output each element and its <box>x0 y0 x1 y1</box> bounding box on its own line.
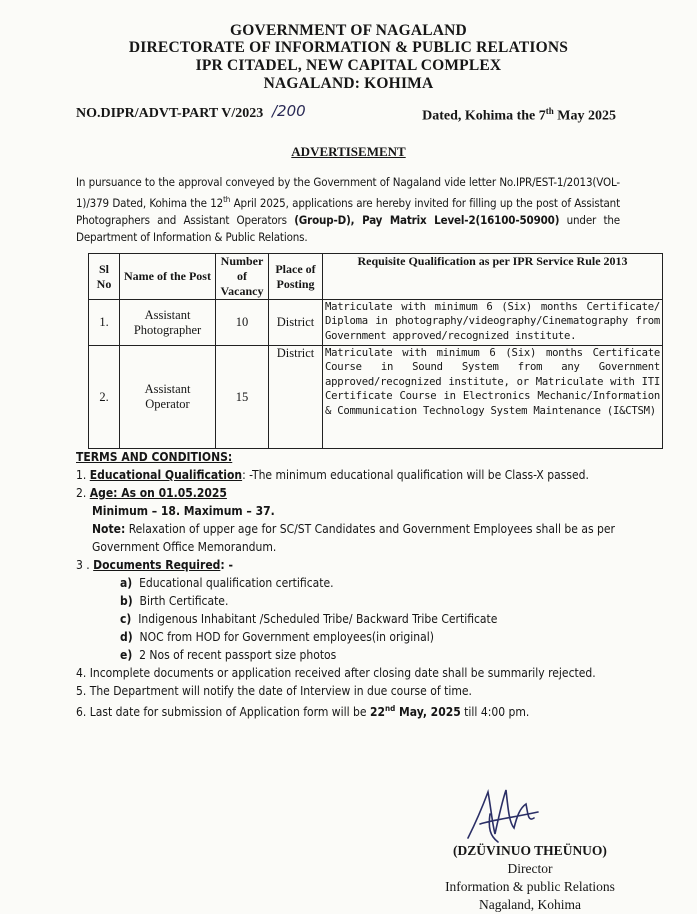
reference-number: NO.DIPR/ADVT-PART V/2023 <box>76 106 264 121</box>
col-header-sl: Sl No <box>89 254 120 300</box>
term-interview: 5. The Department will notify the date of Interview in due course of time. <box>76 684 472 698</box>
doc-item: a) Educational qualification certificate. <box>120 576 334 590</box>
table-row <box>89 346 663 449</box>
doc-item: e) 2 Nos of recent passport size photos <box>120 648 337 662</box>
col-header-place: Place of Posting <box>269 254 323 300</box>
handwritten-number: /200 <box>272 102 306 120</box>
doc-item: c) Indigenous Inhabitant /Scheduled Tribe/ Backward Tribe Certificate <box>120 612 498 626</box>
term-age-note: Note: Relaxation of upper age for SC/ST Candidates and Government Employees shall be as per Government Office Memorandum. <box>92 522 615 554</box>
row-post: Assistant Photographer <box>120 300 216 346</box>
document-title: ADVERTISEMENT <box>291 144 406 159</box>
row-post: Assistant Operator <box>120 346 216 449</box>
row-qualification: Matriculate with minimum 6 (Six) months Certificate Course in Sound System from any Government approved/recognized institute, or Matriculate with ITI Certificate Course in Electronics Mechanic/Information & Communication Technology System Maintenance (I&CTSM) <box>323 346 663 449</box>
term-education: 1. Educational Qualification: -The minimum educational qualification will be Class-X passed. <box>76 468 589 482</box>
col-header-qualification: Requisite Qualification as per IPR Service Rule 2013 <box>323 254 663 300</box>
doc-item: b) Birth Certificate. <box>120 594 229 608</box>
col-header-vacancy: Number of Vacancy <box>216 254 269 300</box>
term-age-limits: Minimum – 18. Maximum – 37. <box>92 504 275 518</box>
doc-item: d) NOC from HOD for Government employees(in original) <box>120 630 434 644</box>
row-place: District <box>269 346 323 449</box>
row-sl: 2. <box>89 346 120 449</box>
term-last-date: 6. Last date for submission of Application form will be 22nd May, 2025 till 4:00 pm. <box>76 704 530 719</box>
row-qualification: Matriculate with minimum 6 (Six) months Certificate/ Diploma in photography/videography/Cinematography from Government approved/recognized institute. <box>323 300 663 346</box>
header-location: NAGALAND: KOHIMA <box>263 75 434 92</box>
row-vacancy: 10 <box>216 300 269 346</box>
term-incomplete: 4. Incomplete documents or application received after closing date shall be summarily rejected. <box>76 666 596 680</box>
row-vacancy: 15 <box>216 346 269 449</box>
signatory-department: Information & public Relations <box>445 879 615 894</box>
signature-block <box>410 842 650 914</box>
intro-paragraph: In pursuance to the approval conveyed by the Government of Nagaland vide letter No.IPR/EST-1/2013(VOL-1)/379 Dated, Kohima the 12th April 2025, applications are hereby invited for filling up the post of Assistant Photographers and Assistant Operators (Group-D), Pay Matrix Level-2(16100-50900) under the Department of Information & Public Relations. <box>76 175 620 244</box>
row-sl: 1. <box>89 300 120 346</box>
term-documents: 3 . Documents Required: - <box>76 558 233 572</box>
row-place: District <box>269 300 323 346</box>
term-age: 2. Age: As on 01.05.2025 <box>76 486 227 500</box>
header-directorate: DIRECTORATE OF INFORMATION & PUBLIC RELATIONS <box>128 39 569 56</box>
signatory-place: Nagaland, Kohima <box>479 897 581 912</box>
table-header-row <box>89 254 663 300</box>
signatory-name: (DZÜVINUO THEÜNUO) <box>453 843 607 858</box>
col-header-post: Name of the Post <box>120 254 216 300</box>
header-government: GOVERNMENT OF NAGALAND <box>230 22 467 39</box>
terms-section <box>76 448 636 721</box>
header-address: IPR CITADEL, NEW CAPITAL COMPLEX <box>195 57 502 74</box>
signatory-designation: Director <box>507 861 553 876</box>
table-row <box>89 300 663 346</box>
terms-title: TERMS AND CONDITIONS: <box>76 450 233 464</box>
reference-date: Dated, Kohima the 7th May 2025 <box>422 106 616 124</box>
vacancy-table <box>88 253 663 449</box>
signature-scribble <box>462 778 542 848</box>
